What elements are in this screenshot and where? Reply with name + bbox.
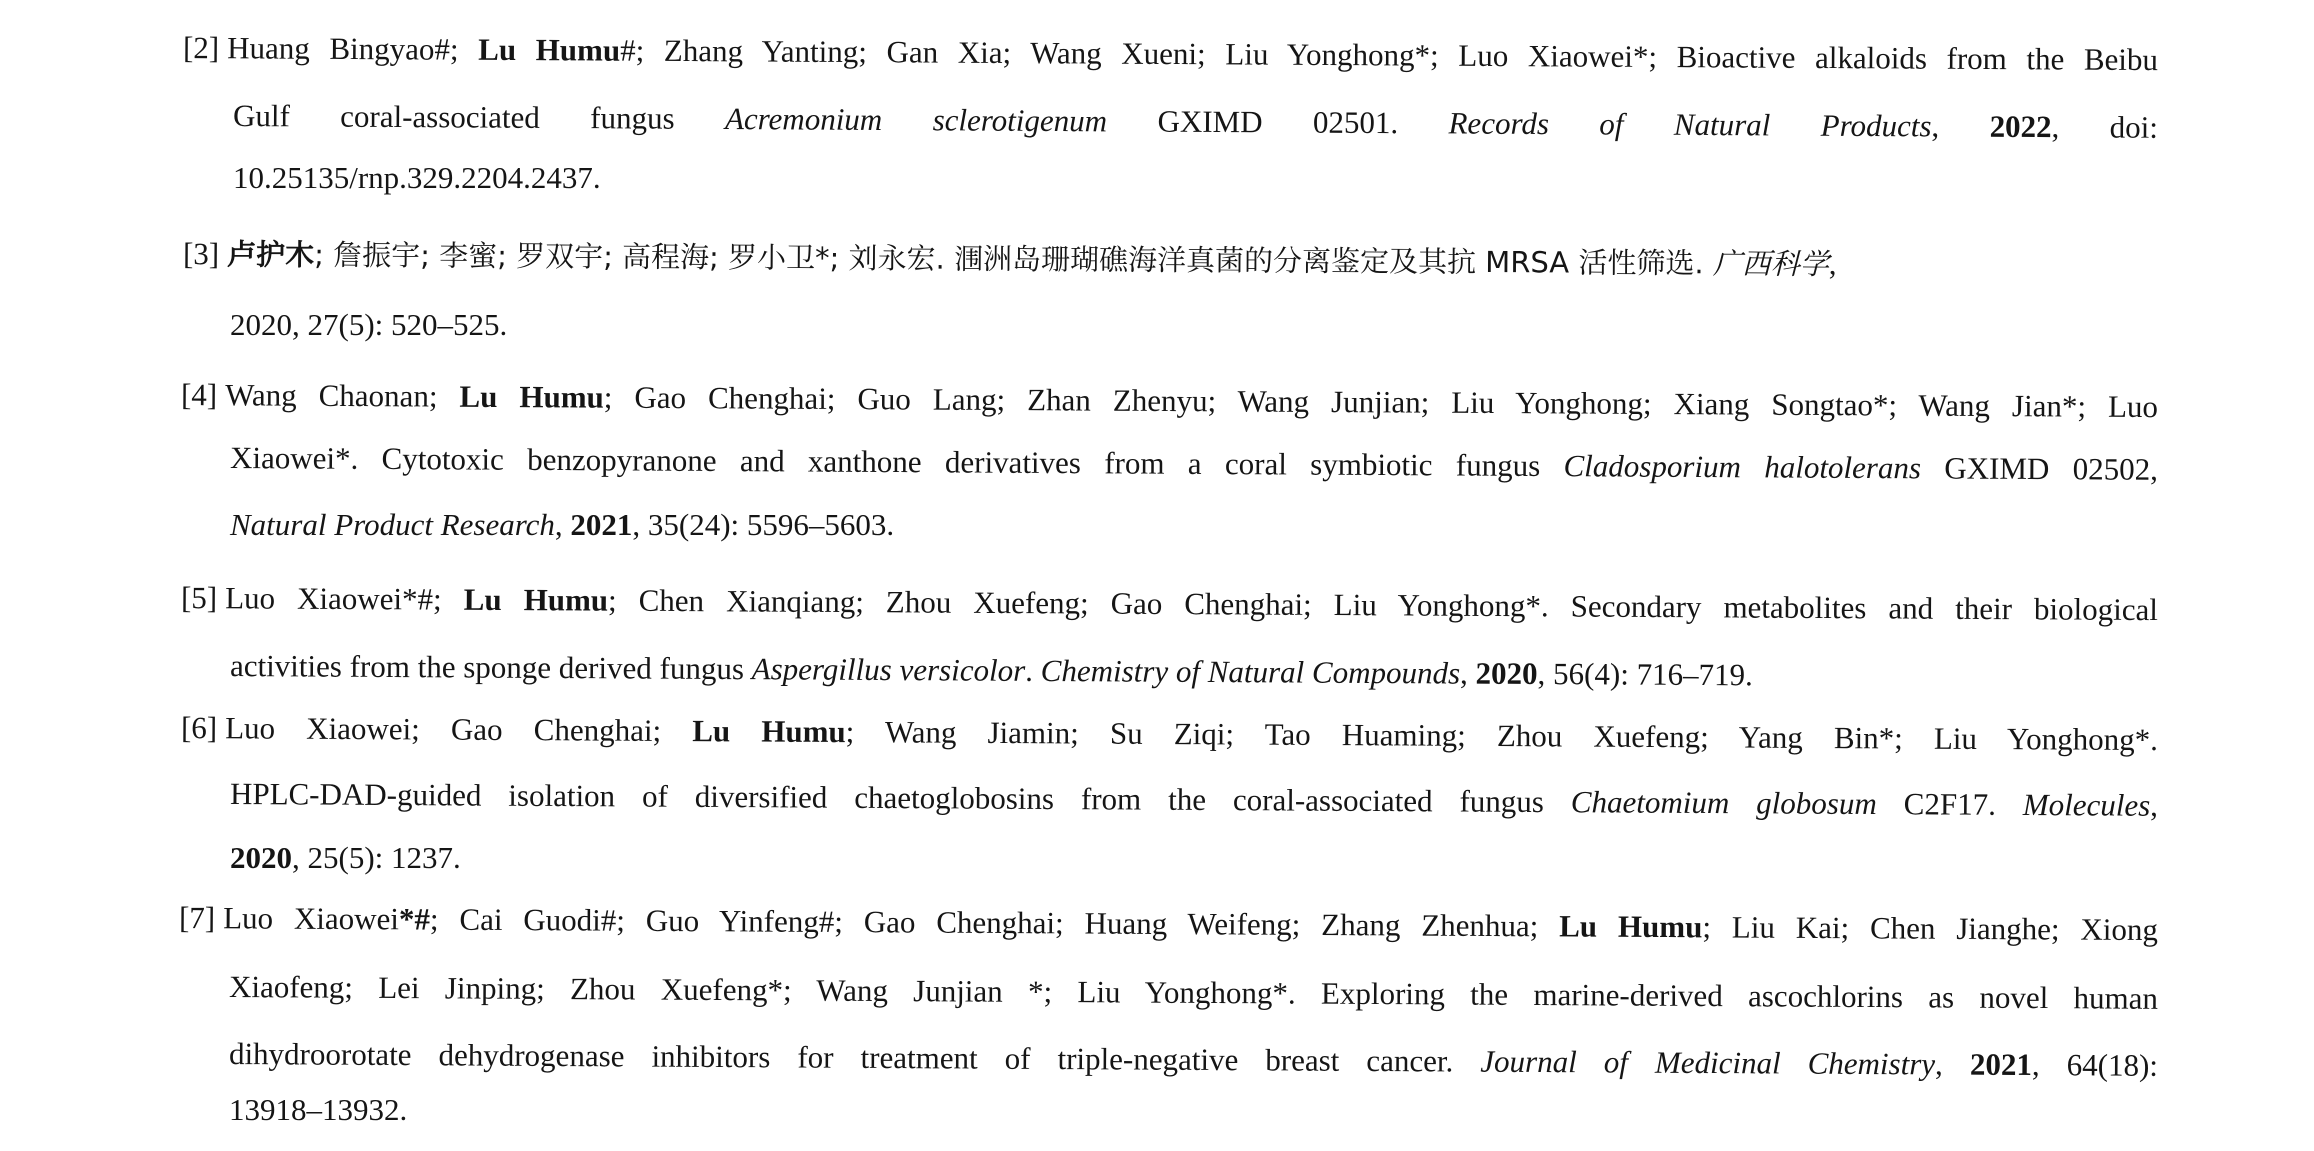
journal-name: 广西科学: [1712, 246, 1829, 282]
reference-line: Xiaowei*. Cytotoxic benzopyranone and xanthone derivatives from a coral symbiotic fungus Cladosporium halotolerans GXIMD 02502,: [229, 440, 2159, 487]
highlighted-author: Lu Humu: [463, 581, 609, 618]
doi: 10.25135/rnp.329.2204.2437.: [233, 160, 601, 195]
reference-line: [233, 158, 601, 198]
journal-name: Molecules: [2022, 786, 2151, 823]
reference-line: [2] Huang Bingyao#; Lu Humu#; Zhang Yanting; Gan Xia; Wang Xueni; Liu Yonghong*; Luo Xiaowei*; Bioactive alkaloids from the Beibu: [182, 30, 2159, 78]
reference-line: Xiaofeng; Lei Jinping; Zhou Xuefeng*; Wang Junjian *; Liu Yonghong*. Exploring the marine-derived ascochlorins as novel human: [228, 969, 2159, 1016]
year: 2020: [230, 840, 292, 875]
species-name: Acremonium sclerotigenum: [724, 101, 1108, 139]
highlighted-author: 卢护木: [227, 237, 315, 272]
highlighted-author: Lu Humu: [459, 378, 604, 415]
reference-line: [6] Luo Xiaowei; Gao Chenghai; Lu Humu; Wang Jiamin; Su Ziqi; Tao Huaming; Zhou Xuefeng; Yang Bin*; Liu Yonghong*.: [180, 710, 2159, 758]
reference-line: [7] Luo Xiaowei*#; Cai Guodi#; Guo Yinfeng#; Gao Chenghai; Huang Weifeng; Zhang Zhenhua; Lu Humu; Liu Kai; Chen Jianghe; Xiong: [178, 900, 2159, 948]
journal-name: Chemistry of Natural Compounds: [1040, 652, 1461, 691]
species-name: Cladosporium halotolerans: [1563, 448, 1922, 486]
reference-number: [5]: [180, 580, 218, 616]
reference-number: [6]: [180, 710, 218, 746]
highlighted-author: Lu Humu: [692, 713, 846, 750]
journal-name: Journal of Medicinal Chemistry: [1480, 1043, 1936, 1082]
reference-number: [2]: [182, 30, 220, 66]
reference-line: activities from the sponge derived fungus Aspergillus versicolor. Chemistry of Natural Compounds, 2020, 56(4): 716–719.: [229, 648, 1753, 693]
reference-line: 2020, 27(5): 520–525.: [230, 307, 508, 342]
year: 2022: [1989, 108, 2052, 145]
species-name: Aspergillus versicolor: [751, 651, 1026, 688]
year: 2021: [1969, 1046, 2033, 1083]
reference-line: 2020, 25(5): 1237.: [230, 840, 461, 875]
year: 2021: [570, 507, 633, 542]
reference-number: [4]: [180, 377, 218, 413]
reference-number: [7]: [178, 900, 216, 936]
reference-line: [3] 卢护木; 詹振宇; 李蜜; 罗双宇; 高程海; 罗小卫*; 刘永宏. 涠洲岛珊瑚礁海洋真菌的分离鉴定及其抗 MRSA 活性筛选. 广西科学,: [182, 236, 1837, 282]
journal-name: Records of Natural Products: [1448, 105, 1932, 144]
reference-line: 13918–13932.: [229, 1092, 408, 1127]
reference-line: dihydroorotate dehydrogenase inhibitors for treatment of triple-negative breast cancer. Journal of Medicinal Chemistry, 2021, 64(18):: [228, 1036, 2159, 1083]
highlighted-author: Lu Humu: [478, 31, 621, 68]
reference-line: Gulf coral-associated fungus Acremonium sclerotigenum GXIMD 02501. Records of Natural Products, 2022, doi:: [232, 98, 2159, 145]
reference-line: HPLC-DAD-guided isolation of diversified chaetoglobosins from the coral-associated fungus Chaetomium globosum C2F17. Molecules,: [229, 776, 2159, 823]
journal-name: Natural Product Research: [230, 507, 555, 542]
reference-line: Natural Product Research, 2021, 35(24): 5596–5603.: [230, 507, 895, 542]
year: 2020: [1475, 655, 1538, 691]
reference-line: [5] Luo Xiaowei*#; Lu Humu; Chen Xianqiang; Zhou Xuefeng; Gao Chenghai; Liu Yonghong*. Secondary metabolites and their biological: [180, 580, 2159, 628]
highlighted-author: Lu Humu: [1559, 908, 1703, 945]
species-name: Chaetomium globosum: [1570, 784, 1877, 822]
reference-number: [3]: [182, 236, 220, 272]
reference-line: [4] Wang Chaonan; Lu Humu; Gao Chenghai; Guo Lang; Zhan Zhenyu; Wang Junjian; Liu Yonghong; Xiang Songtao*; Wang Jian*; Luo: [180, 377, 2159, 425]
